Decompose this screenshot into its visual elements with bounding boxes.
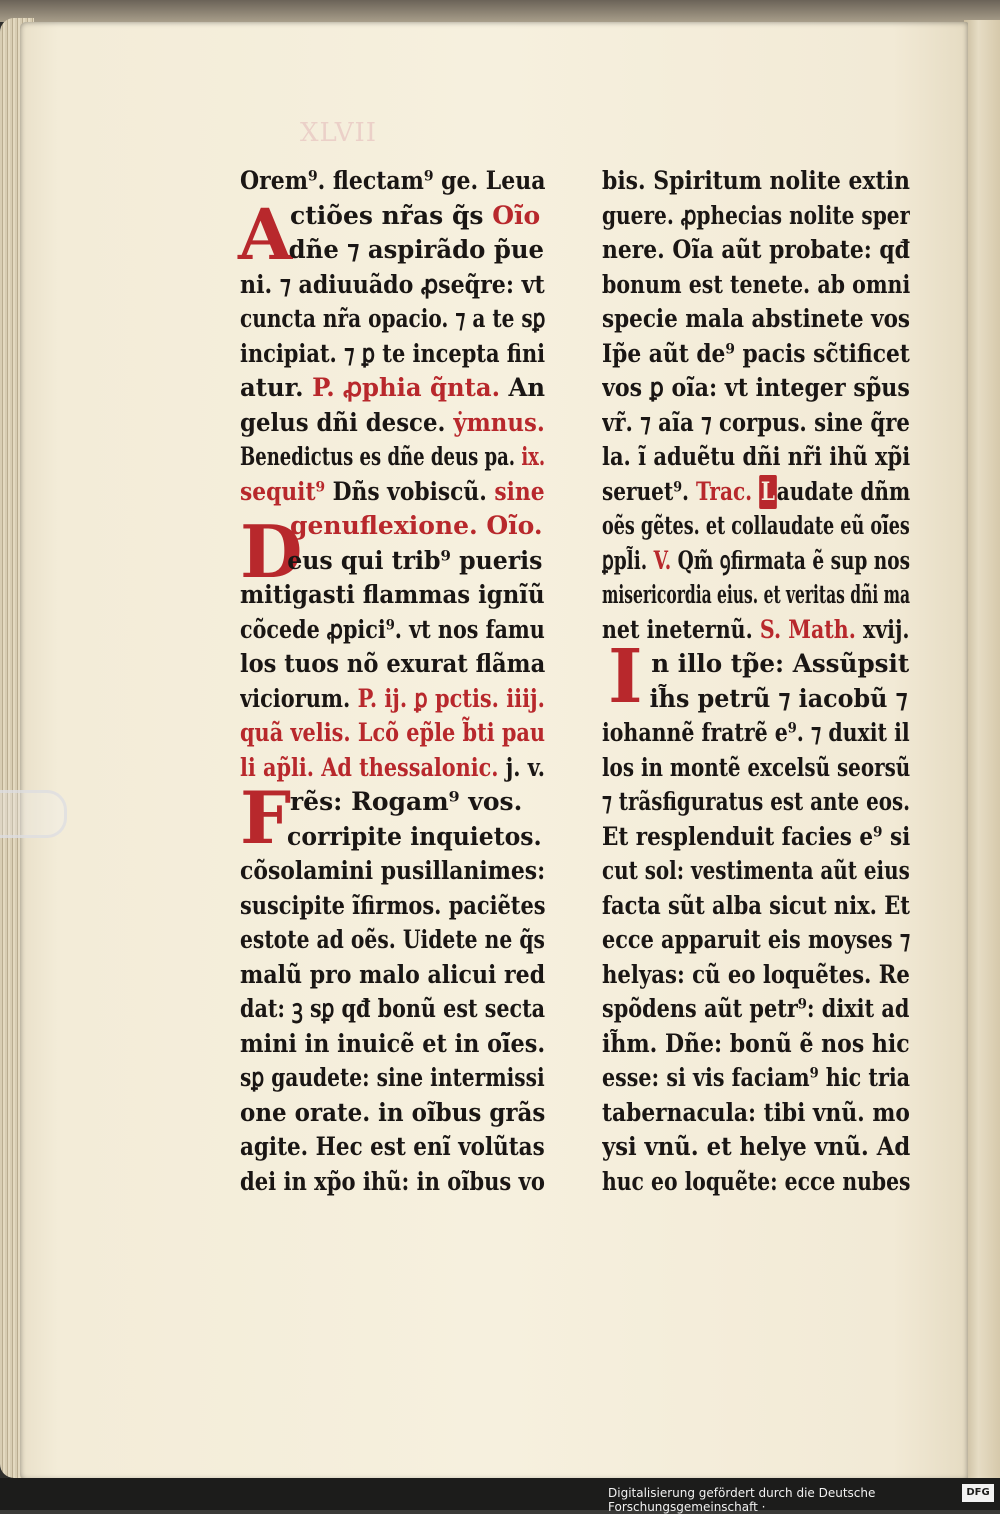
body-text: n illo tp̃e: Assũpsit: [651, 649, 910, 678]
left-column-line: [240, 440, 545, 475]
right-column-line: [602, 233, 910, 268]
left-column-line: [240, 268, 545, 303]
left-column-line: [240, 302, 545, 337]
body-text: huc eo loquẽte: ecce nubes: [602, 1166, 911, 1196]
right-column-line: [602, 889, 910, 924]
body-text: bis. Spiritum nolite extin: [602, 166, 910, 195]
body-text: eus qui trib⁹ pueris: [287, 545, 543, 575]
body-text: Orem⁹. flectam⁹ ge. Leua: [240, 166, 546, 195]
body-text: incipiat. ⁊ ꝑ te incepta fini: [240, 338, 546, 368]
left-column-line: [240, 613, 545, 648]
body-text: specie mala abstinete vos: [602, 304, 910, 333]
left-column-line: [240, 785, 545, 820]
rubric-text: quã velis. Lcõ ep̃le b̃ti pau: [240, 718, 545, 747]
left-text-column: [240, 164, 545, 1199]
rubric-text: P. ij. ꝑ pctis. iiij.: [357, 683, 545, 713]
body-text: tabernacula: tibi vnũ. mo: [602, 1097, 910, 1127]
left-column-line: [240, 164, 545, 199]
left-column-line: [240, 820, 589, 855]
right-column-line: [602, 716, 910, 751]
left-column-line: [240, 716, 545, 751]
right-column-line: [602, 164, 910, 199]
left-column-line: [240, 923, 545, 958]
body-text: facta sũt alba sicut nix. Et: [602, 890, 910, 920]
right-column-line: [602, 958, 910, 993]
rubric-text: ix.: [521, 442, 545, 471]
rubric-text: li ap̃li. Ad thessalonic.: [240, 752, 506, 782]
body-text: audate dñm: [776, 476, 910, 506]
left-column-line: [240, 233, 592, 268]
right-column-line: [602, 785, 910, 820]
right-column-line: [602, 820, 910, 855]
initial-letter-i: I: [608, 634, 643, 720]
left-column-line: [240, 751, 545, 786]
body-text: Benedictus es dñe deus pa.: [240, 442, 522, 471]
body-text: dñe ⁊ aspirãdo p̃ue: [288, 235, 545, 264]
initial-letter-d: D: [240, 509, 303, 594]
page-clip: [0, 790, 67, 838]
rubric-text: genuflexione. Oĩo.: [290, 511, 543, 540]
body-text: sꝑ gaudete: sine intermissi: [240, 1063, 545, 1092]
body-text: cõsolamini pusillanimes:: [240, 856, 545, 885]
body-text: cut sol: vestimenta aũt eius: [602, 856, 910, 885]
left-column-line: [240, 406, 545, 441]
left-column-line: [240, 371, 545, 406]
body-text: los tuos nõ exurat flãma: [240, 649, 545, 678]
left-column-line: [240, 1061, 545, 1096]
body-text: net ineternũ.: [602, 614, 760, 644]
body-text: estote ad oẽs. Uidete ne q̃s: [240, 925, 545, 954]
right-column-line: [602, 613, 910, 648]
left-column-line: [240, 1130, 545, 1165]
rubric-text: P. ꝓphia q̃nta.: [312, 373, 501, 402]
right-column-line: [602, 337, 910, 372]
left-column-line: [240, 1096, 545, 1131]
body-text: helyas: cũ eo loquẽtes. Re: [602, 959, 910, 989]
left-column-line: [240, 544, 589, 579]
facing-page-edge: [964, 20, 1000, 1480]
body-text: vr̃. ⁊ aĩa ⁊ corpus. sine q̃re: [602, 407, 910, 437]
left-column-line: [240, 1027, 545, 1062]
body-text: ih̃m. Dñe: bonũ ẽ nos hic: [602, 1028, 910, 1058]
body-text: vos ꝑ oĩa: vt integer sp̃us: [602, 373, 910, 402]
right-column-line: [602, 544, 910, 579]
left-column-line: [240, 854, 545, 889]
left-column-line: [240, 647, 545, 682]
body-text: oẽs gẽtes. et collaudate eũ oĩ̃es: [602, 511, 910, 540]
body-text: seruet⁹.: [602, 476, 696, 506]
body-text: one orate. in oĩbus grãs: [240, 1097, 546, 1127]
body-text: Dñs vobiscũ.: [332, 476, 495, 506]
right-column-line: [602, 1165, 910, 1200]
body-text: dat: ꝫ sꝑ qđ bonũ est secta: [240, 994, 546, 1023]
right-text-column: [602, 164, 910, 1199]
right-column-line: [602, 923, 910, 958]
right-column-line: [602, 1096, 910, 1131]
body-text: iohannẽ fratrẽ e⁹. ⁊ duxit il: [602, 718, 910, 747]
digitization-credit: Digitalisierung gefördert durch die Deutsche Forschungsgemeinschaft ·: [608, 1486, 876, 1514]
right-column-line: [602, 854, 910, 889]
body-text: mini in inuicẽ et in oĩ̃es.: [240, 1028, 545, 1058]
body-text: mitigasti flammas ignĩũ: [240, 580, 545, 609]
right-column-line: [602, 1130, 910, 1165]
left-column-line: [240, 992, 545, 1027]
right-column-line: [602, 992, 910, 1027]
left-column-line: [240, 682, 545, 717]
rubric-text: sine: [494, 476, 545, 506]
body-text: Qm̃ ꝯfirmata ẽ sup nos: [677, 545, 910, 575]
body-text: agite. Hec est enĩ volũtas: [240, 1132, 545, 1161]
body-text: ih̃s petrũ ⁊ iacobũ ⁊: [649, 683, 908, 713]
initial-letter-f: F: [240, 775, 292, 860]
body-text: cõcede ꝓpici⁹. vt nos famu: [240, 614, 545, 644]
body-text: spõdens aũt petr⁹: dixit ad: [602, 994, 910, 1023]
book-top-edge: [0, 0, 1000, 22]
right-column-line: [602, 682, 955, 717]
right-column-line: [602, 199, 910, 234]
right-column-line: [602, 302, 910, 337]
body-text: guere. ꝓphecias nolite sper: [602, 200, 910, 230]
body-text: la. ĩ aduẽtu dñi nr̃i ihũ xp̃i: [602, 442, 910, 471]
body-text: viciorum.: [240, 683, 358, 713]
left-column-line: [240, 958, 545, 993]
body-text: ꝑpl̃i.: [602, 545, 654, 575]
body-text: gelus dñi desce.: [240, 407, 454, 437]
body-text: xvij.: [862, 614, 910, 644]
right-column-line: [602, 440, 910, 475]
right-column-line: [602, 647, 959, 682]
body-text: ysi vnũ. et helye vnũ. Ad: [602, 1132, 911, 1161]
body-text: bonum est tenete. ab omni: [602, 269, 910, 299]
right-column-line: [602, 578, 910, 613]
rubric-text: Trac.: [695, 476, 760, 506]
body-text: ni. ⁊ adiuuãdo ꝓseq̃re: vt: [240, 269, 545, 299]
rubric-text: Oĩo: [492, 200, 541, 230]
right-column-line: [602, 1061, 910, 1096]
initial-letter-a: A: [238, 193, 293, 276]
rubric-text: ẏmnus.: [453, 407, 545, 437]
body-text: corripite inquietos.: [287, 821, 542, 851]
left-column-line: [240, 475, 545, 510]
dfg-logo: DFG: [962, 1484, 994, 1502]
right-column-line: [602, 371, 910, 406]
left-column-line: [240, 1165, 545, 1200]
rubric-text: L: [759, 475, 777, 510]
folio-number: XLVII: [300, 118, 378, 148]
left-column-line: [240, 199, 545, 234]
body-text: atur.: [240, 373, 313, 402]
body-text: nere. Oĩa aũt probate: qđ: [602, 235, 910, 264]
right-column-line: [602, 751, 910, 786]
right-column-line: [602, 1027, 910, 1062]
body-text: ctiões nr̃as q̃s: [290, 200, 493, 230]
body-text: esse: si vis faciam⁹ hic tria: [602, 1063, 911, 1092]
right-column-line: [602, 406, 910, 441]
body-text: Ip̃e aũt de⁹ pacis sc̃tificet: [602, 338, 910, 368]
body-text: Et resplenduit facies e⁹ si: [602, 821, 910, 851]
body-text: rẽs: Rogam⁹ vos.: [290, 787, 523, 816]
right-column-line: [602, 475, 910, 510]
left-column-line: [240, 578, 545, 613]
body-text: An: [500, 373, 545, 402]
right-column-line: [602, 509, 910, 544]
body-text: los in montẽ excelsũ seorsũ: [602, 752, 911, 782]
body-text: j. v.: [505, 752, 545, 782]
rubric-text: S. Math.: [759, 614, 863, 644]
right-column-line: [602, 268, 910, 303]
body-text: cuncta nr̃a opacio. ⁊ a te sꝑ: [240, 304, 546, 333]
body-text: misericordia eius. et veritas dñi ma: [602, 580, 911, 609]
rubric-text: V.: [653, 545, 678, 575]
body-text: ⁊ trãsfiguratus est ante eos.: [602, 787, 911, 816]
body-text: dei in xp̃o ihũ: in oĩbus vo: [240, 1166, 545, 1196]
body-text: ecce apparuit eis moyses ⁊: [602, 925, 910, 954]
body-text: suscipite ĩfirmos. paciẽtes: [240, 890, 546, 920]
body-text: malũ pro malo alicui red: [240, 959, 546, 989]
left-column-line: [240, 889, 545, 924]
left-column-line: [240, 509, 545, 544]
left-column-line: [240, 337, 545, 372]
rubric-text: sequit⁹: [240, 476, 333, 506]
